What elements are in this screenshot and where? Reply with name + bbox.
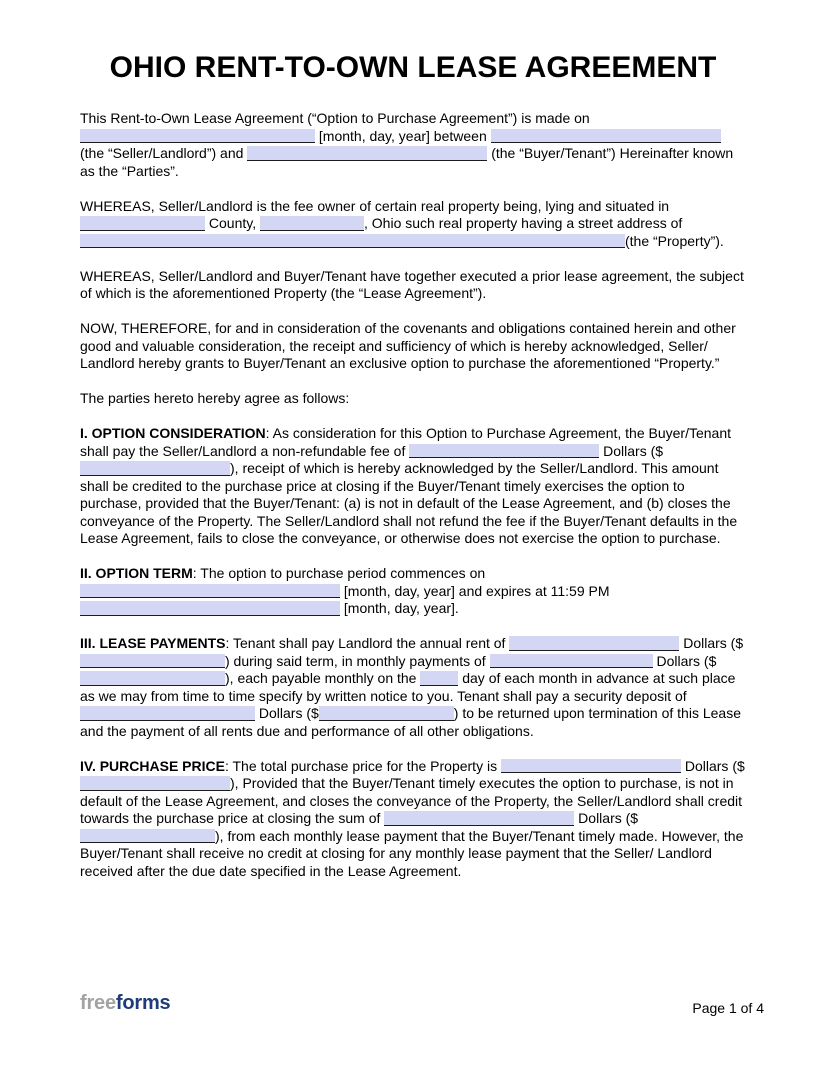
annual-rent-amount-field[interactable] <box>80 654 225 669</box>
text-run: : As consideration for this Option to Purchase Agreement, the Buyer/Tenant shall pay the Seller/Landlord a non-refundable fee of <box>80 425 732 459</box>
seller-landlord-name-field[interactable] <box>491 129 721 144</box>
annual-rent-words-field[interactable] <box>509 636 679 651</box>
text-run: Dollars ($ <box>255 705 319 721</box>
section-3-heading: III. LEASE PAYMENTS <box>80 635 226 651</box>
commencement-date-field[interactable] <box>80 584 340 599</box>
logo-free-text: free <box>80 992 116 1014</box>
text-run: ) to be returned upon termination of this Lease and the payment of all rents due and performance of all other obligations. <box>80 705 741 739</box>
text-run: The parties hereto hereby agree as follows: <box>80 390 350 406</box>
purchase-price-amount-field[interactable] <box>80 776 230 791</box>
text-run: [month, day, year] and expires at 11:59 PM <box>340 582 610 599</box>
credit-sum-amount-field[interactable] <box>80 829 215 844</box>
text-run: WHEREAS, Seller/Landlord is the fee owner of certain real property being, lying and situated in <box>80 197 670 214</box>
county-field[interactable] <box>80 216 205 231</box>
text-run: ), Provided that the Buyer/Tenant timely executes the option to purchase, is not in default of the Lease Agreement, and closes the conveyance of the Property, the Seller/Landlord shall credit towards the purchase price at closing the sum of <box>80 775 743 826</box>
security-deposit-words-field[interactable] <box>80 706 255 721</box>
section-4-heading: IV. PURCHASE PRICE <box>80 757 225 774</box>
text-run: : Tenant shall pay Landlord the annual rent of <box>225 635 510 651</box>
text-run: day of each month in advance at such place as we may from time to time specify by written notice to you. Tenant shall pay a security deposit of <box>80 670 736 704</box>
paragraph-section-2-option-term <box>80 565 746 618</box>
paragraph-intro <box>80 110 746 180</box>
document-title: OHIO RENT-TO-OWN LEASE AGREEMENT <box>109 51 717 84</box>
text-run: Dollars ($ <box>574 810 639 826</box>
purchase-price-words-field[interactable] <box>501 759 681 774</box>
text-run: [month, day, year] between <box>315 127 491 144</box>
text-run: (the “Seller/Landlord”) and <box>80 145 248 161</box>
paragraph-whereas-prior-lease <box>80 268 746 303</box>
credit-sum-words-field[interactable] <box>384 811 574 826</box>
text-run: : The total purchase price for the Property is <box>224 757 501 774</box>
paragraph-section-1-option-consideration <box>80 425 746 548</box>
paragraph-section-4-purchase-price <box>80 758 746 881</box>
text-run: This Rent-to-Own Lease Agreement (“Option to Purchase Agreement”) is made on <box>80 110 590 126</box>
paragraph-parties-agree <box>80 390 746 408</box>
option-fee-words-field[interactable] <box>409 444 599 459</box>
section-1-heading: I. OPTION CONSIDERATION <box>80 425 266 441</box>
page-number: Page 1 of 4 <box>692 1000 764 1016</box>
text-run: WHEREAS, Seller/Landlord and Buyer/Tenant have together executed a prior lease agreement, the subject of which is the aforementioned Property (the “Lease Agreement”). <box>80 267 744 301</box>
street-address-field[interactable] <box>80 234 625 249</box>
expiration-date-field[interactable] <box>80 601 340 616</box>
text-run: ) during said term, in monthly payments of <box>225 652 490 669</box>
buyer-tenant-name-field[interactable] <box>247 146 487 161</box>
text-run: (the “Property”). <box>625 232 724 249</box>
option-fee-amount-field[interactable] <box>80 461 230 476</box>
text-run: ), each payable monthly on the <box>225 670 421 686</box>
freeforms-logo <box>80 992 170 1015</box>
logo-forms-text: forms <box>115 992 171 1014</box>
paragraph-whereas-property <box>80 198 746 251</box>
text-run: County, <box>205 215 260 231</box>
payment-day-field[interactable] <box>420 671 458 686</box>
city-field[interactable] <box>260 216 364 231</box>
text-run: NOW, THEREFORE, for and in consideration of the covenants and obligations contained herein and other good and valuable consideration, the receipt and sufficiency of which is hereby acknowledged, Seller/ Landlord hereby grants to Buyer/Tenant an exclusive option to purchase the aforementioned “Property.” <box>80 320 736 371</box>
text-run: (the “Buyer/Tenant”) Hereinafter known as the “Parties”. <box>80 145 734 179</box>
security-deposit-amount-field[interactable] <box>319 706 454 721</box>
text-run: ), receipt of which is hereby acknowledged by the Seller/Landlord. This amount shall be credited to the purchase price at closing if the Buyer/Tenant timely exercises the option to purchase, provided that the Buyer/Tenant: (a) is not in default of the Lease Agreement, and (b) closes the conveyance of the Property. The Seller/Landlord shall not refund the fee if the Buyer/Tenant defaults in the Lease Agreement, fails to close the conveyance, or otherwise does not exercise the option to purchase. <box>80 460 738 546</box>
section-2-heading: II. OPTION TERM <box>80 565 193 581</box>
text-run: Dollars ($ <box>599 442 664 459</box>
text-run: [month, day, year]. <box>340 600 459 616</box>
text-run: , Ohio such real property having a street address of <box>364 215 683 231</box>
document-body <box>80 110 746 880</box>
paragraph-section-3-lease-payments <box>80 635 746 740</box>
text-run: : The option to purchase period commences on <box>192 565 486 581</box>
text-run: Dollars ($ <box>652 652 717 669</box>
monthly-payment-words-field[interactable] <box>490 654 653 669</box>
date-made-field[interactable] <box>80 129 315 144</box>
text-run: ), from each monthly lease payment that the Buyer/Tenant timely made. However, the Buyer/Tenant shall receive no credit at closing for any monthly lease payment that the Seller/ Landlord received after the due date specified in the Lease Agreement. <box>80 827 744 879</box>
paragraph-now-therefore <box>80 320 746 373</box>
text-run: Dollars ($ <box>680 757 745 774</box>
monthly-payment-amount-field[interactable] <box>80 671 225 686</box>
text-run: Dollars ($ <box>679 635 744 651</box>
